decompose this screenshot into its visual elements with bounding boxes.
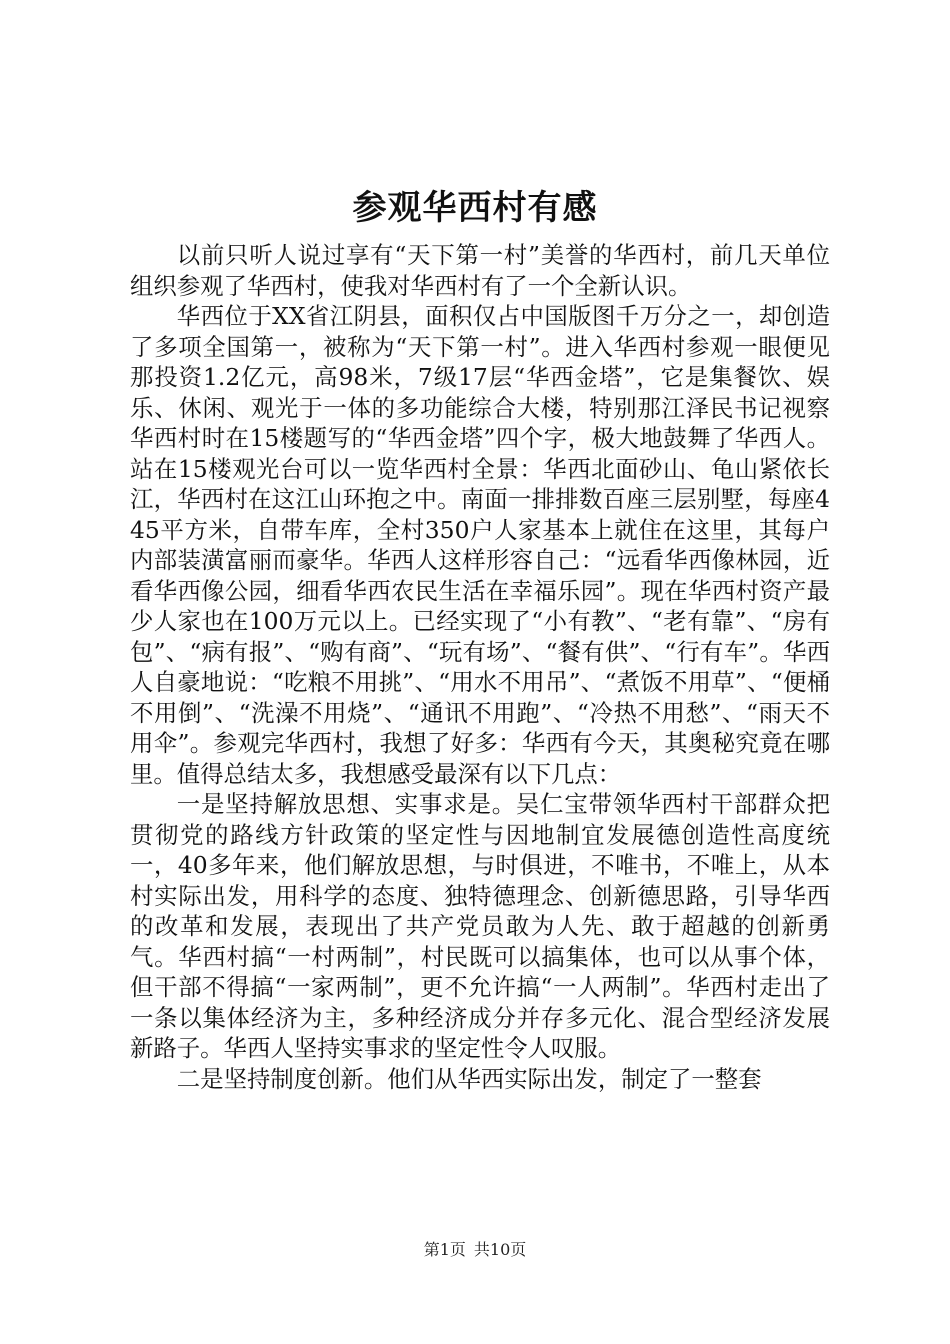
document-title: 参观华西村有感: [352, 188, 598, 228]
page-footer: [0, 1238, 950, 1262]
document-body: [130, 240, 830, 1094]
page-number: 第1页: [423, 1240, 466, 1259]
paragraph-point-two: 二是坚持制度创新。他们从华西实际出发，制定了一整套: [176, 1064, 762, 1093]
paragraph-overview: 华西位于XX省江阴县，面积仅占中国版图千万分之一，却创造了多项全国第一，被称为“天下第一村”。进入华西村参观一眼便见那投资1.2亿元，高98米，7级17层“华西金塔”，它是集餐饮、娱乐、休闲、观光于一体的多功能综合大楼，特别那江泽民书记视察华西村时在15楼题写的“华西金塔”四个字，极大地鼓舞了华西人。站在15楼观光台可以一览华西村全景：华西北面砂山、龟山紧依长江，华西村在这江山环抱之中。南面一排排数百座三层别墅，每座445平方米，自带车库，全村350户人家基本上就住在这里，其每户内部装潢富丽而豪华。华西人这样形容自己：“远看华西像林园，近看华西像公园，细看华西农民生活在幸福乐园”。现在华西村资产最少人家也在100万元以上。已经实现了“小有教”、“老有靠”、“房有包”、“病有报”、“购有商”、“玩有场”、“餐有供”、“行有车”。华西人自豪地说：“吃粮不用挑”、“用水不用吊”、“煮饭不用草”、“便桶不用倒”、“洗澡不用烧”、“通讯不用跑”、“冷热不用愁”、“雨天不用伞”。参观完华西村，我想了好多：华西有今天，其奥秘究竟在哪里。值得总结太多，我想感受最深有以下几点：: [130, 302, 830, 788]
paragraph-point-one: 一是坚持解放思想、实事求是。吴仁宝带领华西村干部群众把贯彻党的路线方针政策的坚定性与因地制宜发展德创造性高度统一，40多年来，他们解放思想，与时俱进，不唯书，不唯上，从本村实际出发，用科学的态度、独特德理念、创新德思路，引导华西的改革和发展，表现出了共产党员敢为人先、敢于超越的创新勇气。华西村搞“一村两制”，村民既可以搞集体，也可以从事个体，但干部不得搞“一家两制”，更不允许搞“一人两制”。华西村走出了一条以集体经济为主，多种经济成分并存多元化、混合型经济发展新路子。华西人坚持实事求的坚定性令人叹服。: [130, 790, 830, 1062]
paragraph-intro: 以前只听人说过享有“天下第一村”美誉的华西村，前几天单位组织参观了华西村，使我对华西村有了一个全新认识。: [130, 241, 830, 300]
page-total: 共10页: [473, 1240, 527, 1259]
